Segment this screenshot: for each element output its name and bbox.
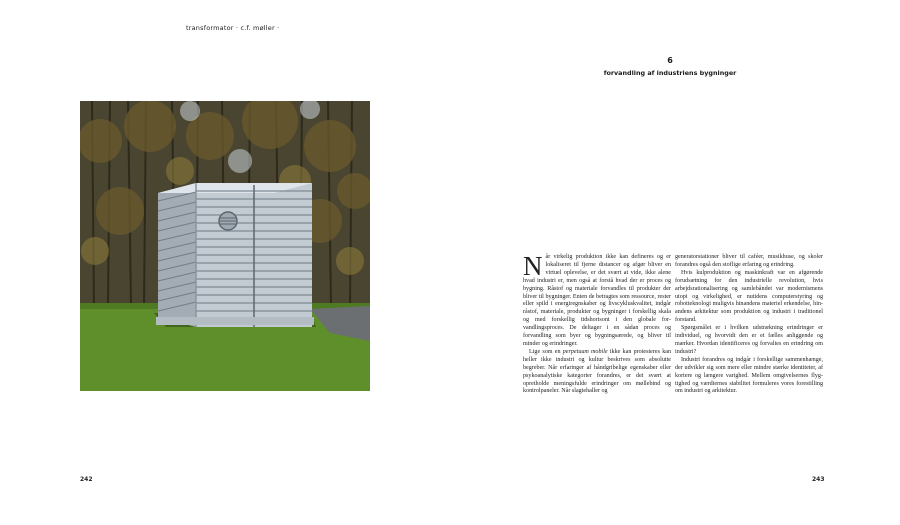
- chapter-number: 6: [667, 56, 673, 65]
- page-number-right: 243: [812, 476, 825, 483]
- paragraph: [523, 251, 671, 349]
- paragraph: Industri forandres og indgår i forskellige sammenhænge, der udvikler sig som mere eller mindre stærke identiteter, af kortere og længere varighed. Mellem omgivelsernes flygtighed og værdiernes stabilitet formuleres vores forestilling om industri og arkitektur.: [675, 356, 823, 395]
- running-head: transformator · c.f. møller ·: [186, 24, 280, 32]
- paragraph: Hvis kulproduktion og maskinkraft var en afgørende forudsætning for den industrielle revolution, hvis arbejdsrationalisering og samlebåndet var modernismens utopi og virkelighed, er nutidens computerstyring og robotteknologi muligvis hinandens materiel erkendelse, hinandens arkitektur som produktion og industri i traditionel forstand.: [675, 269, 823, 324]
- drop-cap: N: [523, 251, 543, 281]
- italic-term: perpetuum mobile: [562, 348, 608, 355]
- paragraph: generatorstationer bliver til caféer, musikhuse, og skoler forandres også den stoflige erfaring og erindring.: [675, 254, 823, 268]
- text-column-1: [523, 251, 671, 396]
- paragraph-text: ikke kan protesteres kan heller ikke industri og kultur beskrives som absolutte begreber. Når erfaringer af håndgribelige egenskaber eller psykoanalytiske kategorier forandres, er det svært at opretholde meningsfulde erindringer om møllebind og kontrolpaneler. Når slagtehaller og: [523, 348, 671, 395]
- photo-illustration: [80, 101, 370, 391]
- paragraph-text: Lige som en: [529, 348, 563, 355]
- page-number-left: 242: [80, 476, 93, 483]
- paragraph: Spørgsmålet er i hvilken udstrækning erindringer er individuel, og hvorvidt den er et fælles anliggende og mærker. Hvordan identificeres og forvaltes en erindring om industri?: [675, 325, 823, 355]
- paragraph: [523, 349, 671, 396]
- chapter-title: forvandling af industriens bygninger: [603, 69, 737, 77]
- paragraph-text: år virkelig produktion ikke kan defineres og er lokaliseret til fjerne distancer og afgør bliver en virtuel oplevelse, er det svært at vide, ikke alene hvad industri er, men også at forstå hvad der er proces og bygning. Råstof og materiale forvandles til produkter der bliver til bygninger. Enten de betragtes som ressource, rester eller spild i energiregnskaber og livscykluskvalitet, indgår råstof, materiale, produkter og bygninger i forskellig skala og med forskellig tidshorisont i den globale forvandlingsproces. De deltager i en sådan proces og forvandling som byer og bygningsærede, og bliver til minder og erindringer.: [523, 254, 671, 347]
- text-column-2: [675, 254, 823, 396]
- transformer-photo: [80, 101, 370, 391]
